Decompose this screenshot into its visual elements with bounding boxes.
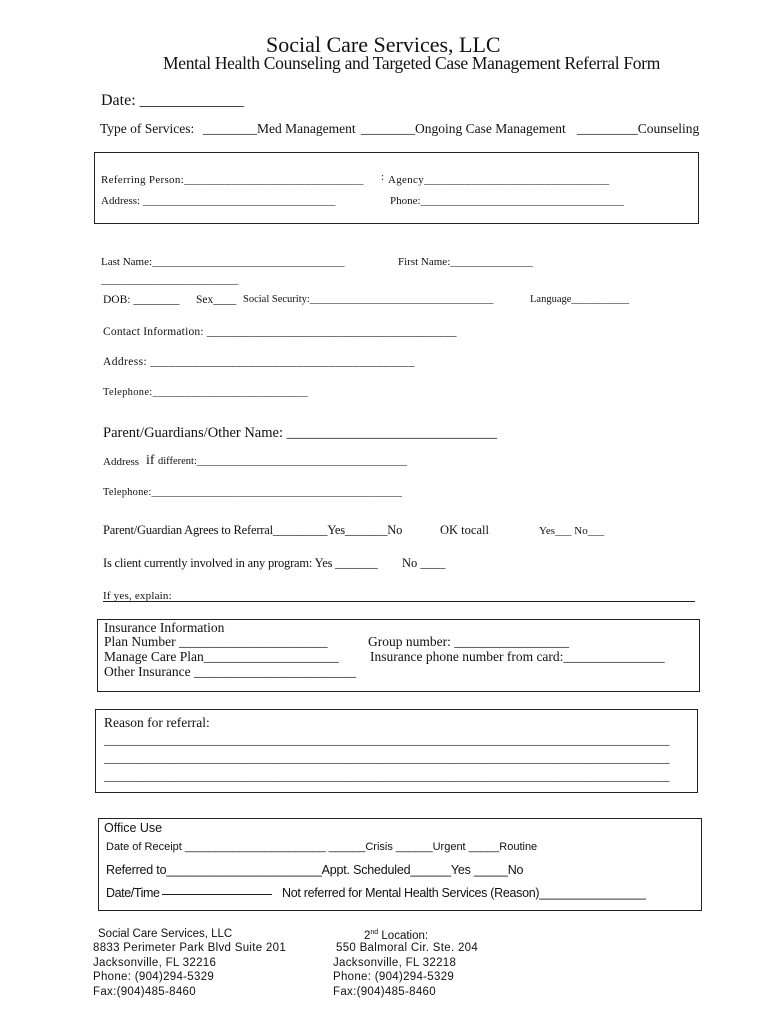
footer-left-line-3: Jacksonville, FL 32216 — [93, 957, 217, 969]
reason-heading: Reason for referral: — [104, 715, 210, 730]
last-name-field[interactable]: Last Name:___________________________________ — [101, 256, 345, 268]
reason-line-2[interactable]: _______________________________________________________________________________________ — [104, 751, 670, 764]
client-address-field[interactable]: Address: ___________________________________________ — [103, 356, 415, 368]
agency-field[interactable]: Agency________________________________ — [388, 174, 610, 186]
footer-right-line-1: 550 Balmoral Cir. Ste. 204 — [336, 942, 479, 954]
ssn-field[interactable]: Social Security:___________________________________ — [243, 294, 494, 305]
datetime-line[interactable] — [162, 894, 272, 895]
reason-line-3[interactable]: _______________________________________________________________________________________ — [104, 769, 670, 782]
form-subtitle: Mental Health Counseling and Targeted Case Management Referral Form — [163, 53, 661, 73]
explain-label: If yes, explain: — [103, 590, 172, 602]
group-number-field[interactable]: Group number: _________________ — [368, 634, 569, 649]
guardian-address-label: Address — [103, 456, 140, 468]
company-title: Social Care Services, LLC — [266, 32, 501, 57]
footer-right-title-post: Location: — [378, 929, 429, 942]
referring-person-field[interactable]: Referring Person:_______________________________ — [101, 174, 364, 186]
footer-right-line-3: Phone: (904)294-5329 — [333, 971, 455, 983]
footer-right-line-2: Jacksonville, FL 32218 — [333, 957, 457, 969]
referred-to-line[interactable]: Referred to_______________________Appt. Scheduled______Yes _____No — [106, 863, 524, 877]
guardian-address-if: if — [146, 453, 155, 468]
guardian-name-field[interactable]: Parent/Guardians/Other Name: _____________________________ — [103, 425, 497, 441]
program-question-field[interactable]: Is client currently involved in any program: Yes _______ — [103, 556, 378, 570]
language-field[interactable]: Language___________ — [530, 294, 630, 305]
not-referred-field[interactable]: Not referred for Mental Health Services (Reason)________________ — [282, 886, 646, 900]
footer-left-line-4: Phone: (904)294-5329 — [93, 971, 215, 983]
receipt-line[interactable]: Date of Receipt _______________________ ______Crisis ______Urgent _____Routine — [106, 841, 538, 853]
service-med-management[interactable]: ________Med Management — [203, 121, 356, 136]
other-insurance-field[interactable]: Other Insurance ________________________ — [104, 664, 356, 679]
insurance-heading: Insurance Information — [104, 620, 225, 635]
office-use-heading: Office Use — [104, 821, 163, 835]
guardian-telephone-field[interactable]: Telephone:______________________________________________ — [103, 487, 403, 498]
plan-number-field[interactable]: Plan Number ______________________ — [104, 634, 328, 649]
footer-right-title — [364, 929, 428, 942]
service-counseling[interactable]: _________Counseling — [577, 121, 700, 136]
footer-left-line-1: Social Care Services, LLC — [98, 928, 233, 940]
referrer-phone-field[interactable]: Phone:_____________________________________ — [390, 195, 625, 207]
sex-field[interactable]: Sex____ — [196, 294, 237, 306]
datetime-label: Date/Time — [106, 886, 160, 900]
ok-to-call-yes-no[interactable]: Yes___ No___ — [539, 525, 605, 537]
manage-care-plan-field[interactable]: Manage Care Plan____________________ — [104, 649, 339, 664]
footer-left-line-2: 8833 Perimeter Park Blvd Suite 201 — [93, 942, 287, 954]
last-name-continuation[interactable]: _________________________ — [101, 274, 239, 286]
agency-colon: : — [381, 171, 385, 183]
services-label: Type of Services: — [100, 121, 195, 136]
date-field[interactable]: Date: _____________ — [101, 92, 244, 109]
guardian-address-field[interactable]: different:________________________________________ — [158, 456, 407, 467]
insurance-phone-field[interactable]: Insurance phone number from card:_______________ — [370, 649, 665, 664]
dob-field[interactable]: DOB: ________ — [103, 294, 180, 306]
footer-right-title-pre: 2 — [364, 929, 371, 942]
contact-information-field[interactable]: Contact Information: __________________________________________ — [103, 326, 457, 338]
ok-to-call-label: OK tocall — [440, 523, 489, 537]
referrer-box — [94, 152, 699, 224]
footer-right-title-sup: nd — [370, 929, 379, 936]
footer-right-line-4: Fax:(904)485-8460 — [333, 986, 436, 998]
guardian-agrees-field[interactable]: Parent/Guardian Agrees to Referral_________Yes_______No — [103, 523, 403, 537]
program-no-field[interactable]: No ____ — [402, 556, 446, 570]
footer-left-line-5: Fax:(904)485-8460 — [93, 986, 196, 998]
service-ongoing-case-management[interactable]: ________Ongoing Case Management — [361, 121, 566, 136]
referrer-address-field[interactable]: Address: ___________________________________ — [101, 195, 336, 207]
first-name-field[interactable]: First Name:_______________ — [398, 256, 533, 268]
explain-line[interactable] — [103, 601, 695, 602]
reason-line-1[interactable]: _______________________________________________________________________________________ — [104, 733, 670, 746]
client-telephone-field[interactable]: Telephone:____________________________ — [103, 387, 308, 398]
